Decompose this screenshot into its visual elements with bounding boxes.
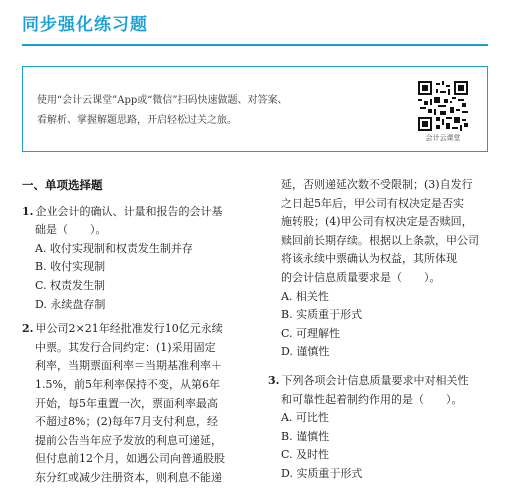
question-2: [22, 320, 254, 487]
question-number: 1.: [22, 204, 34, 218]
option-c[interactable]: C. 可理解性: [281, 326, 341, 340]
question-stem-line: 中票。其发行合同约定：(1)采用固定: [35, 340, 216, 354]
question-stem-line: 的会计信息质量要求是（ ）。: [281, 270, 441, 284]
question-stem-line: 不超过8%；(2)每年7月支付利息，经: [35, 415, 219, 429]
question-stem-line: 甲公司2×21年经批准发行10亿元永续: [35, 322, 223, 336]
option-a[interactable]: A. 收付实现制和权责发生制并存: [35, 241, 193, 255]
left-column: [22, 176, 254, 494]
qr-line-1: 使用“会计云课堂”App或“微信”扫码快速做题、对答案、: [37, 95, 288, 106]
question-stem-line: 之日起5年后，甲公司有权决定是否实: [281, 196, 464, 210]
qr-caption: 会计云课堂: [425, 134, 461, 142]
question-number: 2.: [22, 322, 34, 336]
question-stem-line: 企业会计的确认、计量和报告的会计基: [35, 204, 223, 218]
option-d[interactable]: D. 谨慎性: [281, 345, 330, 359]
question-stem-line: 东分红或减少注册资本，则利息不能递: [35, 470, 222, 484]
option-d[interactable]: D. 实质重于形式: [281, 466, 363, 480]
option-a[interactable]: A. 相关性: [281, 289, 329, 303]
option-c[interactable]: C. 权责发生制: [35, 278, 106, 292]
question-stem-line: 施转股；(4)甲公司有权决定是否赎回，: [281, 215, 473, 229]
question-3: [268, 372, 490, 484]
question-stem-line: 1.5%，前5年利率保持不变，从第6年: [35, 377, 220, 391]
question-stem-line: 提前公告当年应予发放的利息可递延，: [35, 433, 222, 447]
question-stem-line: 利率，当期票面利率＝当期基准利率＋: [35, 359, 222, 373]
option-a[interactable]: A. 可比性: [281, 411, 329, 425]
question-2-continued: [268, 176, 490, 362]
page-title: 同步强化练习题: [22, 15, 148, 35]
qr-panel: [22, 66, 488, 152]
option-d[interactable]: D. 永续盘存制: [35, 297, 106, 311]
option-b[interactable]: B. 谨慎性: [281, 429, 330, 443]
qr-instructions: [37, 91, 397, 131]
question-stem-line: 和可靠性起着制约作用的是（ ）。: [281, 392, 463, 406]
question-stem-line: 开始，每5年重置一次，票面利率最高: [35, 396, 218, 410]
option-c[interactable]: C. 及时性: [281, 448, 330, 462]
question-stem-line: 下列各项会计信息质量要求中对相关性: [281, 373, 469, 387]
qr-line-2: 看解析、掌握解题思路，开启轻松过关之旅。: [37, 115, 237, 126]
question-1: [22, 203, 254, 315]
question-number: 3.: [268, 373, 280, 387]
question-stem-line: 赎回前长期存续。根据以上条款，甲公司: [281, 233, 479, 247]
header-rule: [22, 44, 488, 46]
question-stem-line: 础是（ ）。: [35, 223, 107, 237]
question-stem-line: 延，否则递延次数不受限制；(3)自发行: [281, 178, 473, 191]
right-column: [268, 176, 490, 490]
option-b[interactable]: B. 收付实现制: [35, 260, 106, 274]
section-heading: 一、单项选择题: [22, 178, 103, 192]
qr-code-icon[interactable]: [418, 81, 468, 131]
option-b[interactable]: B. 实质重于形式: [281, 308, 363, 322]
question-stem-line: 将该永续中票确认为权益，其所体现: [281, 252, 457, 266]
question-stem-line: 但付息前12个月，如遇公司向普通股股: [35, 452, 225, 466]
